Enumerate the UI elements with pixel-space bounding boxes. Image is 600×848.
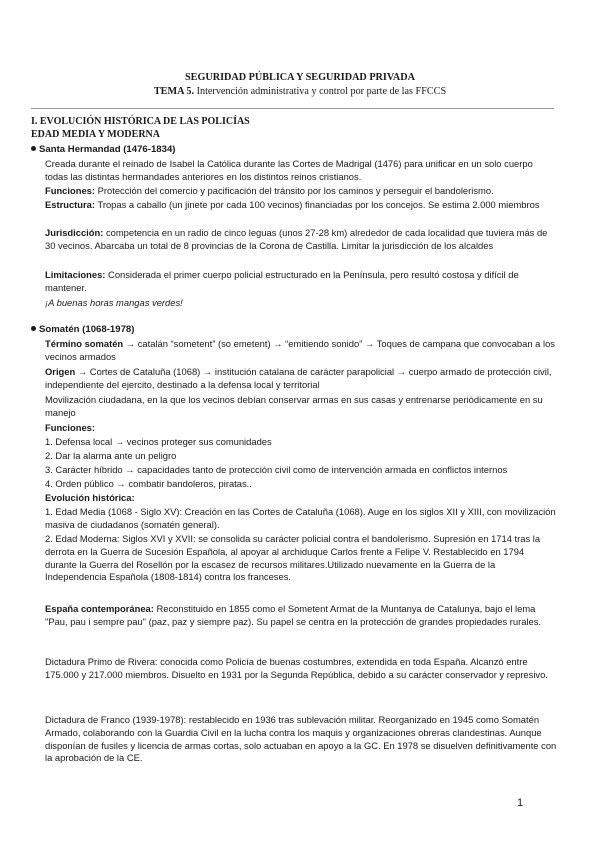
somaten-funciones-label xyxy=(45,422,557,435)
section-title: I. EVOLUCIÓN HISTÓRICA DE LAS POLICÍAS xyxy=(31,116,250,127)
label: Jurisdicción: xyxy=(45,227,104,238)
page-number: 1 xyxy=(517,797,524,809)
label: Funciones: xyxy=(45,422,96,433)
somaten-funcion-item: 3. Carácter híbrido → capacidades tanto de protección civil como de intervención armada en conflictos internos xyxy=(45,464,508,475)
label: Funciones: xyxy=(45,185,96,196)
somaten-termino xyxy=(45,338,557,364)
hermandad-heading-text: Santa Hermandad (1476-1834) xyxy=(39,144,176,155)
section-subtitle: EDAD MEDIA Y MODERNA xyxy=(31,129,160,140)
somaten-funcion-item: 4. Orden público → combatir bandoleros, piratas.. xyxy=(45,478,252,489)
somaten-evolucion-label xyxy=(45,492,557,505)
label: Origen xyxy=(45,366,76,377)
hermandad-quote xyxy=(45,297,557,310)
text: → Cortes de Cataluña (1068) → institución catalana de carácter parapolicial → cuerpo armado de protección civil, independiente del ejercito, destinado a la defensa local y territorial xyxy=(45,366,552,390)
text: Protección del comercio y pacificación del tránsito por los caminos y perseguir el bandolerismo. xyxy=(95,185,494,196)
document-subtitle xyxy=(0,86,600,97)
text: Tropas a caballo (un jinete por cada 100 vecinos) financiadas por los concejos. Se estima 2.000 miembros xyxy=(95,199,540,210)
bullet-icon xyxy=(31,326,36,331)
header-divider xyxy=(31,108,554,109)
somaten-evolucion-edad-moderna: 2. Edad Moderna: Siglos XVI y XVII: se consolida su carácter policial contra el bandolerismo. Supresión en 1714 tras la derrota en la Guerra de Sucesión Española, al apoyar al archiduque Carlos frente a Felipe V. Restablecido en 1794 durante la Guerra del Rosellón por la escasez de recursos militares.Utilizado nuevamente en la Guerra de la Independencia Española (1808-1814) contra los franceses. xyxy=(45,533,541,583)
somaten-heading-text: Somatén (1068-1978) xyxy=(39,324,135,335)
text: competencia en un radio de cinco leguas (unos 27-28 km) alrededor de cada localidad que tuviera más de 30 vecinos. Abarcaba un total de 8 provincias de la Corona de Castilla. Limitar la jurisdicción de los alcaldes xyxy=(45,227,548,251)
hermandad-jurisdiccion xyxy=(45,227,557,253)
hermandad-funciones xyxy=(45,185,557,198)
somaten-contemporanea xyxy=(45,603,557,629)
somaten-funcion-item: 1. Defensa local → vecinos proteger sus comunidades xyxy=(45,436,272,447)
text: → catalán “sometent” (so emetent) → “emitiendo sonido” → Toques de campana que convocaban a los vecinos armados xyxy=(45,338,555,362)
label: Estructura: xyxy=(45,199,96,210)
hermandad-limitaciones xyxy=(45,269,557,295)
hermandad-estructura xyxy=(45,199,557,212)
somaten-origen xyxy=(45,366,557,392)
somaten-primo-rivera: Dictadura Primo de Rivera: conocida como Policía de buenas costumbres, extendida en toda España. Alcanzó entre 175.000 y 217.000 miembros. Disuelto en 1931 por la Segunda República, debido a su carácter conservador y represivo. xyxy=(45,656,548,680)
document-title: SEGURIDAD PÚBLICA Y SEGURIDAD PRIVADA xyxy=(184,72,415,83)
hermandad-heading xyxy=(31,144,176,155)
somaten-funcion-item: 2. Dar la alarma ante un peligro xyxy=(45,450,177,461)
label: Evolución histórica: xyxy=(45,492,135,503)
text: Reconstituido en 1855 como el Sometent Armat de la Muntanya de Catalunya, bajo el lema "Pau, pau i sempre pau" (paz, paz y siempre paz). Su papel se centra en la protección de grandes propiedades rurales. xyxy=(45,603,542,627)
label: Término somatén xyxy=(45,338,124,349)
quote-text: ¡A buenas horas mangas verdes! xyxy=(45,297,183,308)
somaten-evolucion-edad-media: 1. Edad Media (1068 - Siglo XV): Creación en las Cortes de Cataluña (1068). Auge en los siglos XII y XIII, con movilización masiva de ciudadanos (somatén general). xyxy=(45,506,556,530)
label: España contemporánea: xyxy=(45,603,154,614)
hermandad-intro: Creada durante el reinado de Isabel la Católica durante las Cortes de Madrigal (1476) para unificar en un solo cuerpo todas las distintas hermandades anteriores en los distintos reinos cristianos. xyxy=(45,158,533,182)
tema-text: Intervención administrativa y control por parte de las FFCCS xyxy=(194,86,447,97)
somaten-franco: Dictadura de Franco (1939-1978): restablecido en 1936 tras sublevación militar. Reorganizado en 1945 como Somatén Armado, colaborando con la Guardia Civil en la lucha contra los maquis y organizaciones obreras clandestinas. Aunque disponían de fusiles y licencia de armas cortas, solo actuaban en apoyo a la GC. En 1978 se disuelven definitivamente con la aprobación de la CE. xyxy=(45,714,557,764)
somaten-movilizacion: Movilización ciudadana, en la que los vecinos debían conservar armas en sus casas y entrenarse periódicamente en su manejo xyxy=(45,394,543,418)
bullet-icon xyxy=(31,146,36,151)
somaten-heading xyxy=(31,324,134,335)
tema-label: TEMA 5. xyxy=(153,86,195,97)
text: Considerada el primer cuerpo policial estructurado en la Península, pero resultó costosa y difícil de mantener. xyxy=(45,269,519,293)
label: Limitaciones: xyxy=(45,269,106,280)
